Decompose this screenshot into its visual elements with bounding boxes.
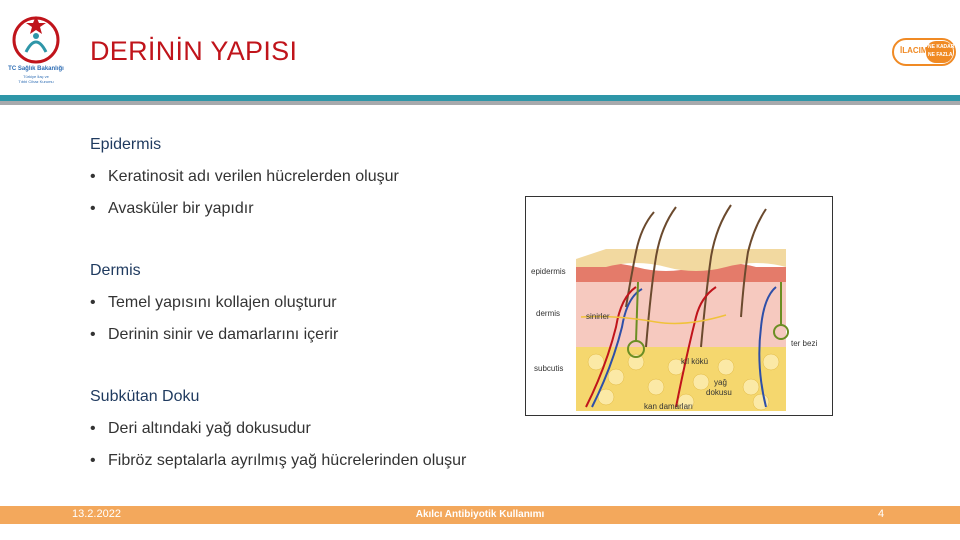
- ministry-logo: [4, 10, 68, 86]
- section-heading-subkutan: Subkütan Doku: [90, 388, 200, 405]
- skin-layers-illustration-icon: [526, 197, 832, 415]
- ilacim-logo: [892, 38, 956, 66]
- figure-label-ter-bezi: ter bezi: [791, 339, 818, 348]
- ministry-logo-text: TC Sağlık Bakanlığı: [8, 66, 64, 72]
- slide-header: [0, 0, 960, 95]
- bullet-item: [90, 294, 337, 312]
- bullet-item: [90, 452, 466, 470]
- footer-date: 13.2.2022: [72, 508, 121, 520]
- figure-label-dermis: dermis: [536, 309, 561, 318]
- page-title: DERİNİN YAPISI: [90, 36, 298, 66]
- footer-title: Akılcı Antibiyotik Kullanımı: [415, 509, 545, 520]
- bullet-text: Temel yapısını kollajen oluşturur: [108, 294, 337, 311]
- section-heading-epidermis: Epidermis: [90, 136, 162, 153]
- bullet-item: [90, 200, 254, 218]
- ministry-logo-subtext-1: Türkiye İlaç ve: [23, 74, 49, 79]
- ministry-logo-subtext-2: Tıbbi Cihaz Kurumu: [18, 79, 54, 84]
- bullet-dot-icon: •: [90, 200, 96, 217]
- ilacim-logo-side-1: NE KADAR: [928, 44, 955, 50]
- skin-diagram: [525, 196, 833, 416]
- bullet-item: [90, 420, 311, 438]
- figure-label-sinirler: sinirler: [586, 312, 610, 321]
- bullet-text: Keratinosit adı verilen hücrelerden oluşur: [108, 168, 399, 185]
- bullet-item: [90, 168, 399, 186]
- figure-label-yag-dokusu-1: yağ: [714, 378, 727, 387]
- bullet-item: [90, 326, 338, 344]
- ilacim-logo-text: İLACIM: [900, 46, 928, 55]
- bullet-dot-icon: •: [90, 294, 96, 311]
- header-divider-gray: [0, 101, 960, 105]
- bullet-text: Deri altındaki yağ dokusudur: [108, 420, 311, 437]
- bullet-text: Avasküler bir yapıdır: [108, 200, 254, 217]
- bullet-dot-icon: •: [90, 452, 96, 469]
- bullet-text: Derinin sinir ve damarlarını içerir: [108, 326, 339, 343]
- bullet-text: Fibröz septalarla ayrılmış yağ hücrelerinden oluşur: [108, 452, 467, 469]
- page-number: 4: [878, 508, 885, 520]
- figure-label-kil-koku: kıl kökü: [681, 357, 709, 366]
- bullet-dot-icon: •: [90, 420, 96, 437]
- ilacim-logo-side-2: NE FAZLA: [928, 52, 953, 58]
- figure-label-yag-dokusu-2: dokusu: [706, 388, 732, 397]
- figure-label-epidermis: epidermis: [531, 267, 566, 276]
- bullet-dot-icon: •: [90, 168, 96, 185]
- bullet-dot-icon: •: [90, 326, 96, 343]
- figure-label-subcutis: subcutis: [534, 364, 564, 373]
- section-heading-dermis: Dermis: [90, 262, 141, 279]
- figure-label-kan-damarlari: kan damarları: [644, 402, 693, 411]
